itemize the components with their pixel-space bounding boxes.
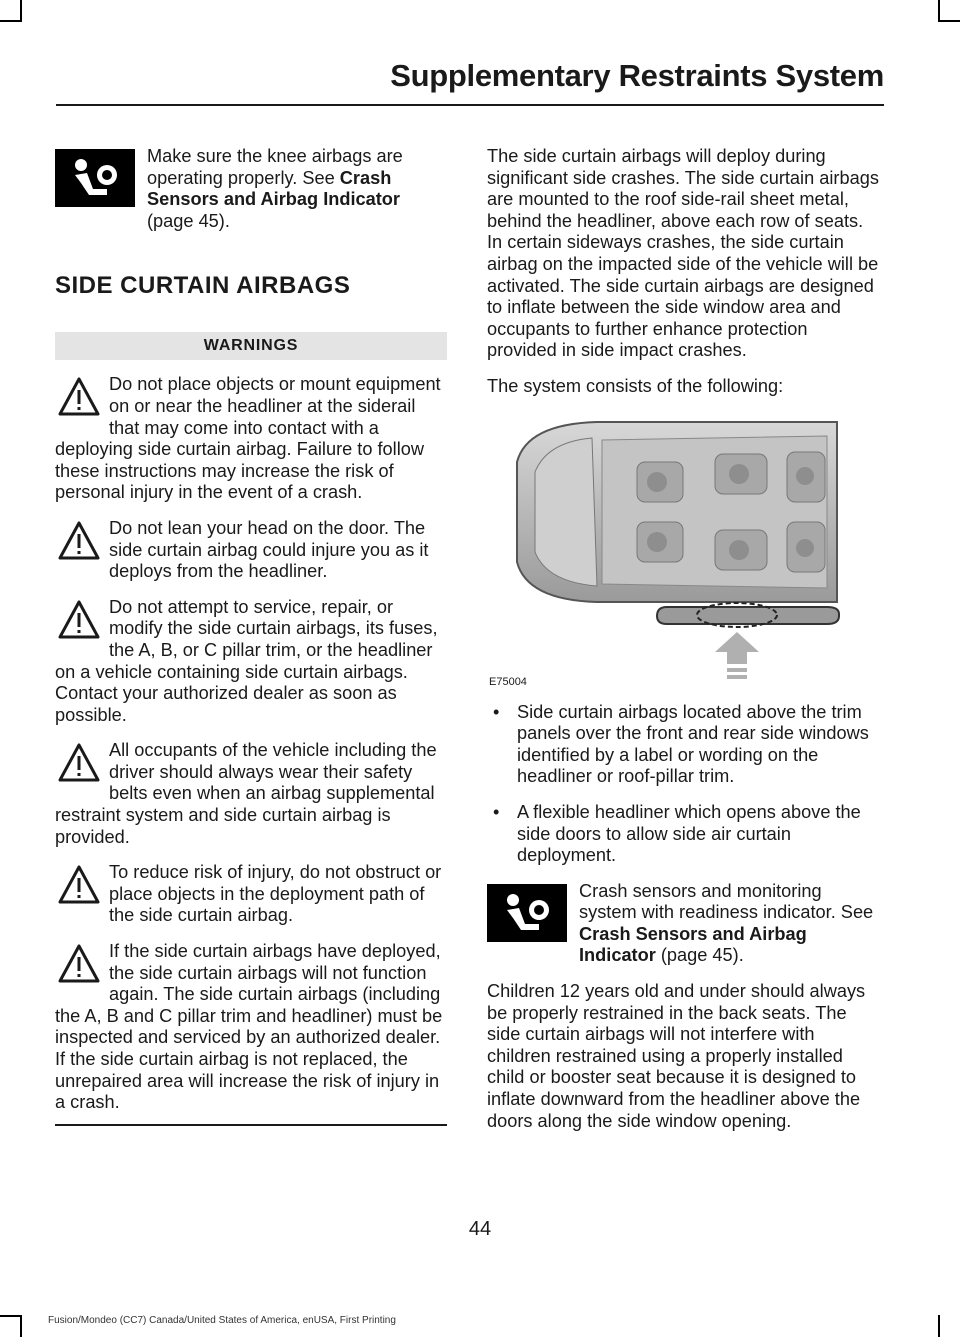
warning-text: Do not attempt to service, repair, or modify the side curtain airbags, its fuses, the A, B, or C pillar trim, or the headliner on a vehicle containing side curtain airbags. Contact your authorized dealer as soon as possible.: [55, 596, 438, 725]
right-column: [487, 146, 879, 1146]
bullet-text: Side curtain airbags located above the trim panels over the front and rear side windows identified by a label or wording on the headliner or roof-pillar trim.: [517, 701, 869, 787]
deployment-paragraph: The side curtain airbags will deploy during significant side crashes. The side curtain airbags are mounted to the roof side-rail sheet metal, behind the headliner, above each row of seats. In certain sideways crashes, the side curtain airbag on the impacted side of the vehicle will be activated. The side curtain airbags are designed to inflate between the side window area and occupants to further enhance protection provided in side impact crashes.: [487, 146, 879, 361]
header-rule: [56, 104, 884, 106]
warning-triangle-icon: [57, 599, 101, 641]
warning-item: [55, 862, 447, 927]
list-item: [487, 802, 879, 867]
list-item: [487, 702, 879, 788]
warning-item: [55, 941, 447, 1114]
sensor-text: Crash sensors and monitoring system with readiness indicator. See: [579, 880, 874, 923]
crash-sensors-link[interactable]: Crash Sensors and Airbag Indicator: [147, 167, 400, 210]
page-reference: (page 45).: [655, 945, 744, 966]
crash-sensors-link[interactable]: Crash Sensors and Airbag Indicator: [579, 923, 807, 966]
warning-item: [55, 740, 447, 848]
warnings-end-rule: [55, 1124, 447, 1126]
bullet-text: A flexible headliner which opens above the side doors to allow side air curtain deployment.: [517, 801, 861, 866]
warning-item: [55, 374, 447, 504]
warning-item: [55, 518, 447, 583]
page-header-title: Supplementary Restraints System: [390, 58, 884, 93]
children-paragraph: Children 12 years old and under should always be properly restrained in the back seats. The side curtain airbags will not interfere with children restrained using a properly installed child or booster seat because it is designed to inflate downward from the headliner above the doors along the side window opening.: [487, 981, 866, 1131]
crop-mark: [938, 20, 960, 22]
page-reference: (page 45).: [147, 210, 230, 231]
warning-triangle-icon: [57, 864, 101, 906]
crop-mark: [20, 1315, 22, 1337]
system-intro: The system consists of the following:: [487, 375, 784, 396]
warning-text: Do not place objects or mount equipment on or near the headliner at the siderail that may come into contact with a deploying side curtain airbag. Failure to follow these instructions may increase the risk of personal injury in the event of a crash.: [55, 374, 441, 503]
warning-text: Do not lean your head on the door. The side curtain airbag could injure you as it deploys from the headliner.: [109, 517, 429, 582]
warning-text: All occupants of the vehicle including the driver should always wear their safety belts even when an airbag supplemental restraint system and side curtain airbag is provided.: [55, 740, 437, 847]
page-number: 44: [468, 1218, 492, 1240]
crop-mark: [938, 1315, 940, 1337]
warning-triangle-icon: [57, 520, 101, 562]
knee-airbag-note: [55, 146, 447, 232]
left-column: [55, 146, 447, 1126]
crop-mark: [0, 20, 22, 22]
bullet-icon: •: [493, 701, 500, 722]
warning-item: [55, 597, 447, 727]
airbag-indicator-icon: [487, 884, 567, 942]
vehicle-diagram: [487, 402, 879, 692]
vehicle-overhead-illustration: [487, 402, 879, 692]
crop-mark: [938, 0, 940, 22]
figure-label: E75004: [489, 675, 527, 688]
crop-mark: [20, 0, 22, 22]
crop-mark: [0, 1315, 22, 1317]
warning-triangle-icon: [57, 943, 101, 985]
warning-triangle-icon: [57, 742, 101, 784]
airbag-indicator-icon: [55, 149, 135, 207]
warning-text: To reduce risk of injury, do not obstruct or place objects in the deployment path of the side curtain airbag.: [109, 862, 442, 926]
warning-text: If the side curtain airbags have deployed, the side curtain airbags will not function again. The side curtain airbags (including the A, B and C pillar trim and headliner) must be inspected and serviced by an authorized dealer. If the side curtain airbag is not replaced, the unrepaired area will increase the risk of injury in a crash.: [55, 941, 443, 1113]
sensor-note: [487, 881, 879, 967]
up-arrow-icon: [715, 632, 759, 679]
section-title: SIDE CURTAIN AIRBAGS: [55, 272, 351, 300]
bullet-icon: •: [493, 801, 500, 822]
knee-airbag-text: Make sure the knee airbags are operating properly. See: [147, 146, 403, 188]
warnings-heading: WARNINGS: [55, 332, 447, 360]
warning-triangle-icon: [57, 376, 101, 418]
footer-text: Fusion/Mondeo (CC7) Canada/United States of America, enUSA, First Printing: [48, 1315, 396, 1326]
